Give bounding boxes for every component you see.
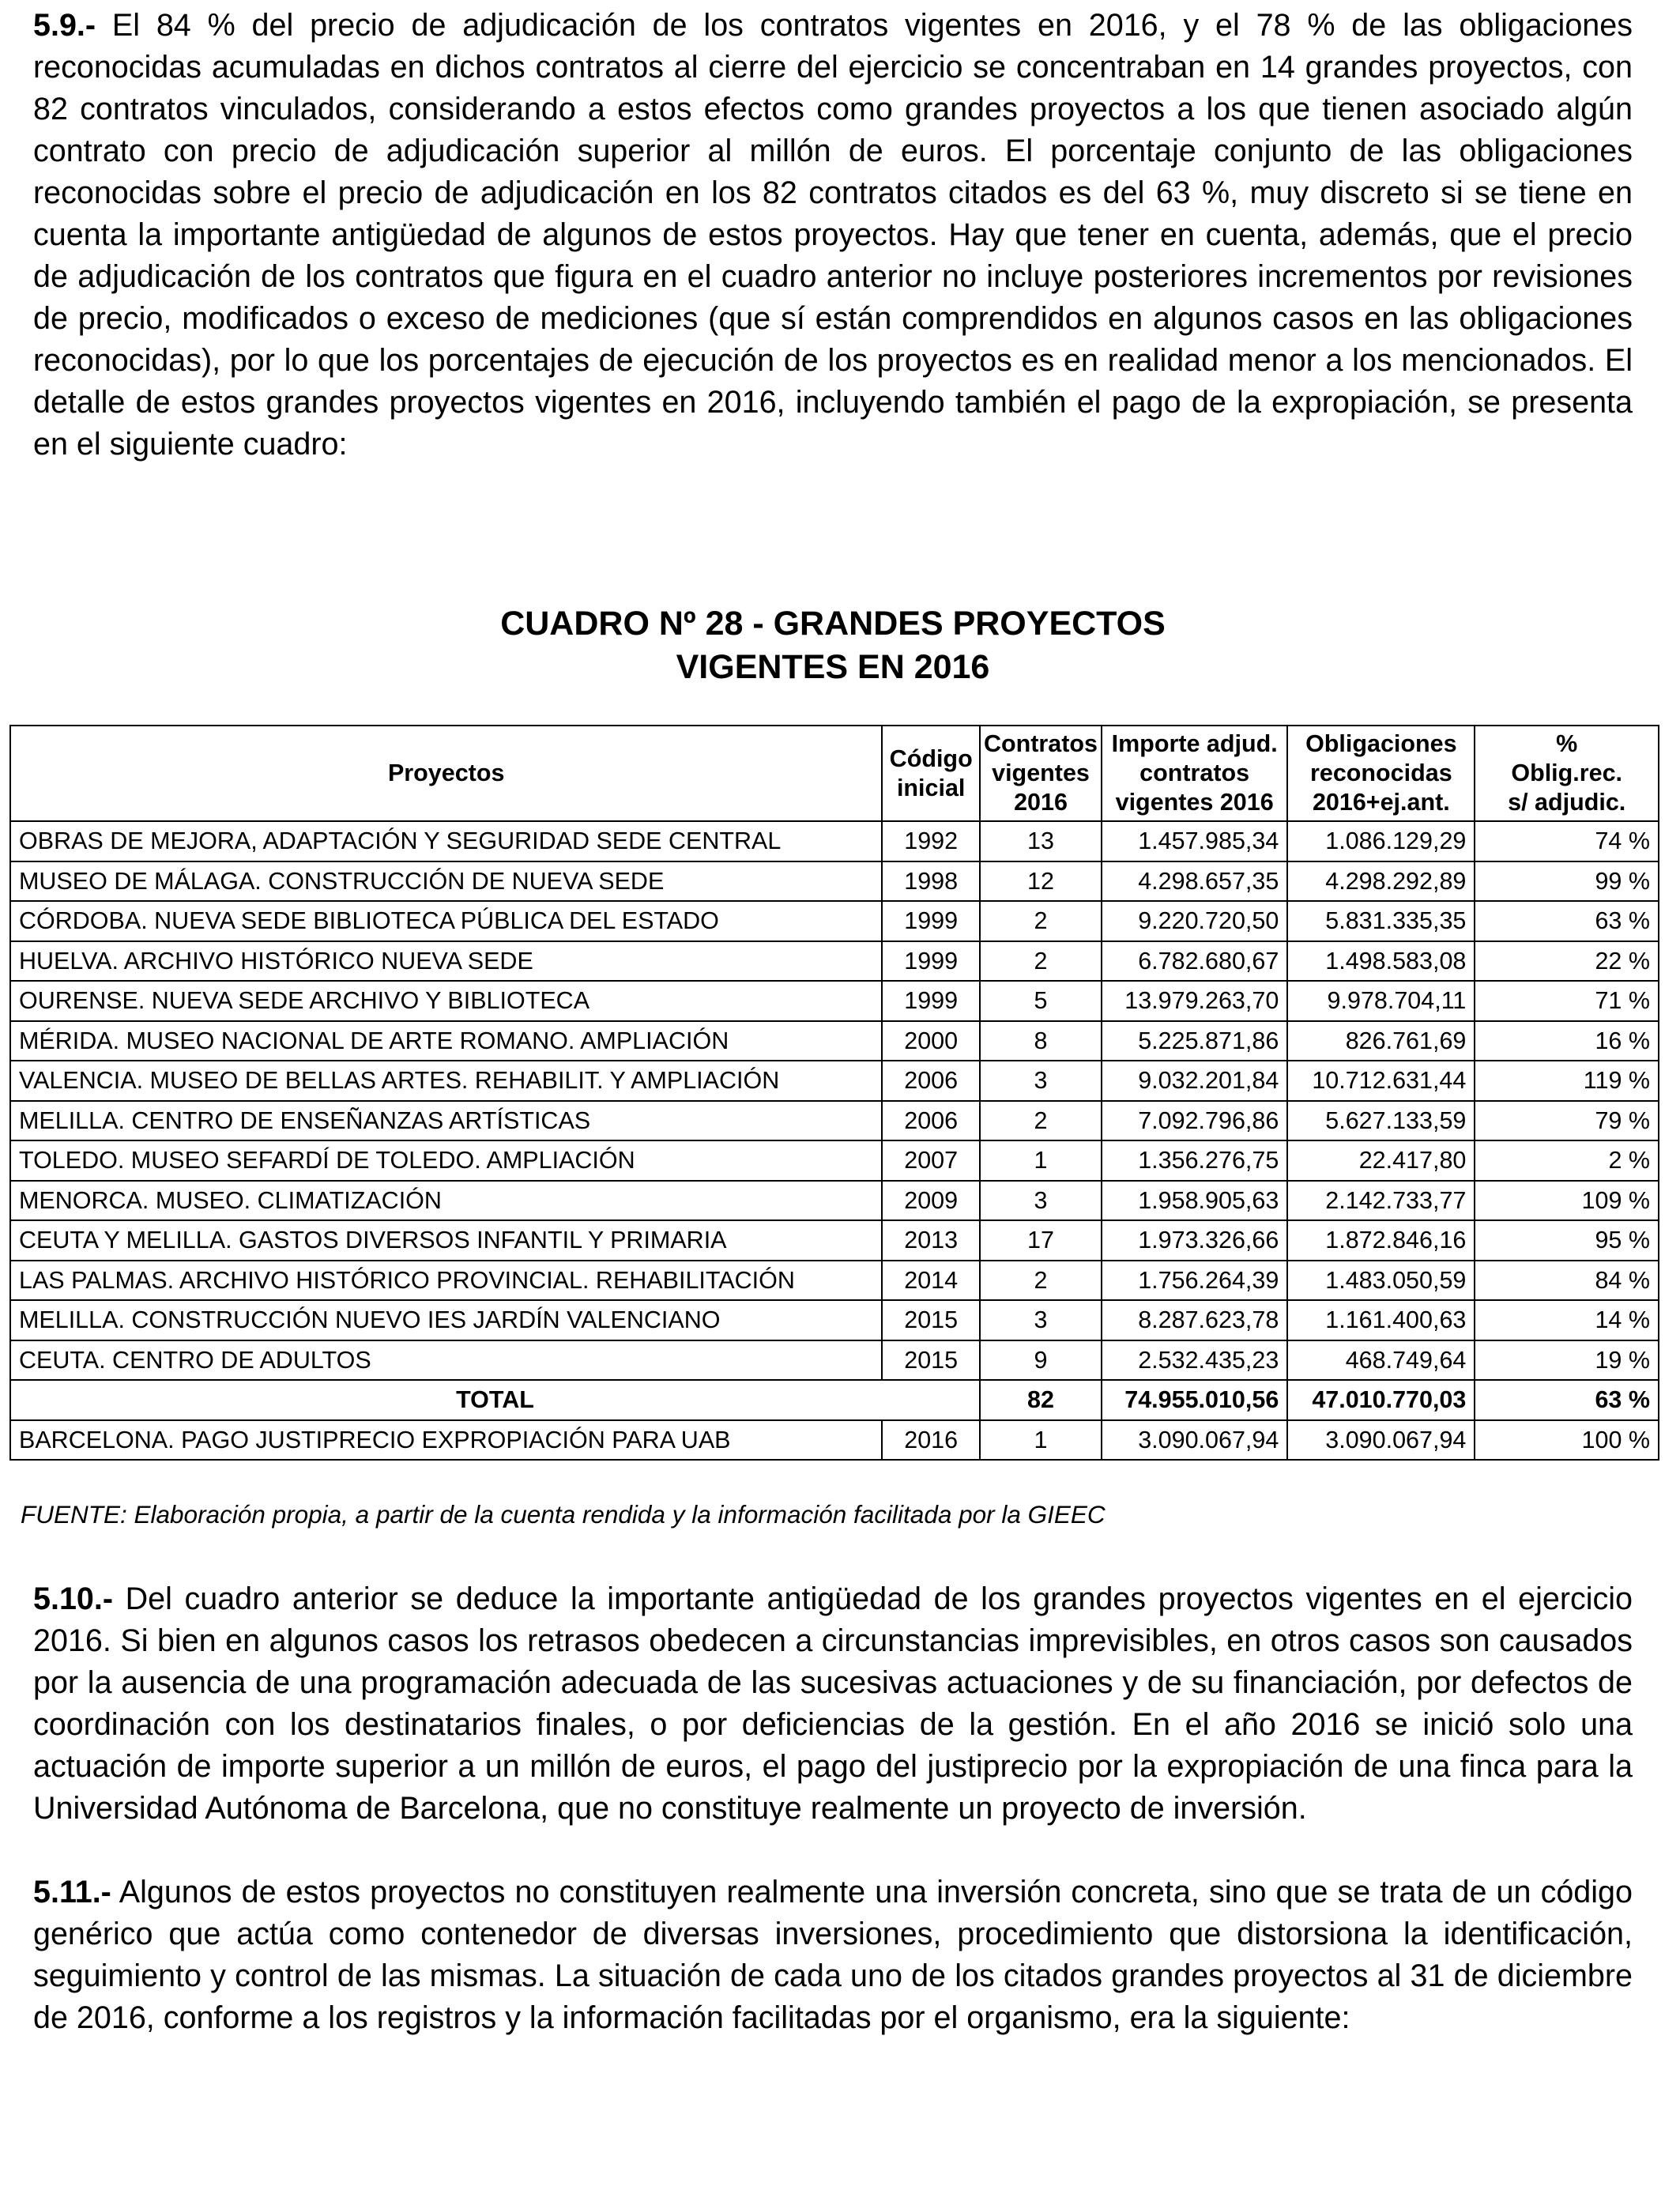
row-obligations: 4.298.292,89 [1287, 861, 1475, 902]
paragraph-text: Del cuadro anterior se deduce la importante antigüedad de los grandes proyectos vigentes en el ejercicio 2016. Si bien en algunos casos los retrasos obedecen a circunstancias imprevisibles, en otros casos son causados por la ausencia de una programación adecuada de las sucesivas actuaciones y de su financiación, por defectos de coordinación con los destinatarios finales, o por deficiencias de la gestión. En el año 2016 se inició solo una actuación de importe superior a un millón de euros, el pago del justiprecio por la expropiación de una finca para la Universidad Autónoma de Barcelona, que no constituye realmente un proyecto de inversión. [33, 1581, 1633, 1826]
row-pct: 16 % [1475, 1021, 1659, 1061]
row-project-name: MELILLA. CONSTRUCCIÓN NUEVO IES JARDÍN VALENCIANO [10, 1300, 882, 1340]
row-amount: 3.090.067,94 [1102, 1420, 1287, 1461]
row-contracts: 13 [980, 821, 1102, 861]
row-pct: 109 % [1475, 1181, 1659, 1221]
table-row [10, 1261, 1659, 1301]
total-obligations: 47.010.770,03 [1287, 1380, 1475, 1420]
row-pct: 19 % [1475, 1340, 1659, 1381]
header-line: Oblig.rec. [1511, 760, 1623, 786]
row-contracts: 1 [980, 1420, 1102, 1461]
table-title-line-1: CUADRO Nº 28 - GRANDES PROYECTOS [500, 605, 1166, 643]
row-code: 2006 [882, 1061, 980, 1101]
total-amount: 74.955.010,56 [1102, 1380, 1287, 1420]
paragraph-number: 5.10.- [33, 1581, 114, 1616]
row-obligations: 1.872.846,16 [1287, 1220, 1475, 1261]
row-obligations: 9.978.704,11 [1287, 981, 1475, 1021]
row-project-name: OURENSE. NUEVA SEDE ARCHIVO Y BIBLIOTECA [10, 981, 882, 1021]
row-obligations: 10.712.631,44 [1287, 1061, 1475, 1101]
row-amount: 9.220.720,50 [1102, 901, 1287, 941]
table-row [10, 1061, 1659, 1101]
row-contracts: 9 [980, 1340, 1102, 1381]
row-obligations: 5.831.335,35 [1287, 901, 1475, 941]
row-contracts: 2 [980, 941, 1102, 982]
row-obligations: 468.749,64 [1287, 1340, 1475, 1381]
row-code: 1992 [882, 821, 980, 861]
table-header-row [10, 726, 1659, 821]
row-pct: 79 % [1475, 1101, 1659, 1141]
table-title-line-2: VIGENTES EN 2016 [676, 648, 990, 686]
table-title [33, 602, 1633, 689]
row-project-name: VALENCIA. MUSEO DE BELLAS ARTES. REHABILIT. Y AMPLIACIÓN [10, 1061, 882, 1101]
row-amount: 7.092.796,86 [1102, 1101, 1287, 1141]
row-obligations: 1.161.400,63 [1287, 1300, 1475, 1340]
row-contracts: 17 [980, 1220, 1102, 1261]
row-pct: 119 % [1475, 1061, 1659, 1101]
row-project-name: OBRAS DE MEJORA, ADAPTACIÓN Y SEGURIDAD SEDE CENTRAL [10, 821, 882, 861]
row-amount: 1.756.264,39 [1102, 1261, 1287, 1301]
row-project-name: CEUTA. CENTRO DE ADULTOS [10, 1340, 882, 1381]
total-contracts: 82 [980, 1380, 1102, 1420]
row-code: 1999 [882, 901, 980, 941]
row-pct: 84 % [1475, 1261, 1659, 1301]
row-pct: 2 % [1475, 1140, 1659, 1181]
row-project-name: BARCELONA. PAGO JUSTIPRECIO EXPROPIACIÓN PARA UAB [10, 1420, 882, 1461]
header-line: inicial [896, 774, 966, 801]
table-row [10, 821, 1659, 861]
row-project-name: LAS PALMAS. ARCHIVO HISTÓRICO PROVINCIAL. REHABILITACIÓN [10, 1261, 882, 1301]
table-row [10, 1340, 1659, 1381]
header-proyectos: Proyectos [10, 726, 882, 821]
row-contracts: 3 [980, 1300, 1102, 1340]
header-line: contratos [1139, 760, 1250, 786]
header-importe [1102, 726, 1287, 821]
row-project-name: HUELVA. ARCHIVO HISTÓRICO NUEVA SEDE [10, 941, 882, 982]
table-row [10, 901, 1659, 941]
row-amount: 9.032.201,84 [1102, 1061, 1287, 1101]
row-pct: 14 % [1475, 1300, 1659, 1340]
row-pct: 63 % [1475, 901, 1659, 941]
header-line: Contratos [983, 730, 1098, 757]
table-row [10, 1101, 1659, 1141]
large-projects-table [9, 725, 1659, 1461]
header-line: % [1556, 730, 1578, 757]
header-line: 2016+ej.ant. [1312, 789, 1450, 816]
header-obligaciones [1287, 726, 1475, 821]
paragraph-5-10 [33, 1578, 1633, 1830]
row-obligations: 1.498.583,08 [1287, 941, 1475, 982]
row-amount: 13.979.263,70 [1102, 981, 1287, 1021]
row-obligations: 1.086.129,29 [1287, 821, 1475, 861]
table-row [10, 941, 1659, 982]
row-obligations: 3.090.067,94 [1287, 1420, 1475, 1461]
row-project-name: MUSEO DE MÁLAGA. CONSTRUCCIÓN DE NUEVA SEDE [10, 861, 882, 902]
table-row [10, 1220, 1659, 1261]
table-row [10, 1140, 1659, 1181]
header-porcentaje [1475, 726, 1659, 821]
row-pct: 71 % [1475, 981, 1659, 1021]
row-amount: 8.287.623,78 [1102, 1300, 1287, 1340]
row-project-name: CÓRDOBA. NUEVA SEDE BIBLIOTECA PÚBLICA DEL ESTADO [10, 901, 882, 941]
header-line: reconocidas [1310, 760, 1452, 786]
table-row-expropiation [10, 1420, 1659, 1461]
row-project-name: MELILLA. CENTRO DE ENSEÑANZAS ARTÍSTICAS [10, 1101, 882, 1141]
row-amount: 1.356.276,75 [1102, 1140, 1287, 1181]
row-contracts: 3 [980, 1061, 1102, 1101]
row-code: 2015 [882, 1300, 980, 1340]
row-amount: 6.782.680,67 [1102, 941, 1287, 982]
header-line: 2016 [1014, 789, 1068, 816]
row-project-name: MENORCA. MUSEO. CLIMATIZACIÓN [10, 1181, 882, 1221]
paragraph-number: 5.9.- [33, 8, 96, 43]
table-row [10, 861, 1659, 902]
row-obligations: 22.417,80 [1287, 1140, 1475, 1181]
row-amount: 5.225.871,86 [1102, 1021, 1287, 1061]
row-amount: 2.532.435,23 [1102, 1340, 1287, 1381]
total-pct: 63 % [1475, 1380, 1659, 1420]
table-total-row [10, 1380, 1659, 1420]
row-amount: 1.457.985,34 [1102, 821, 1287, 861]
row-code: 1998 [882, 861, 980, 902]
paragraph-text: Algunos de estos proyectos no constituyen realmente una inversión concreta, sino que se trata de un código genérico que actúa como contenedor de diversas inversiones, procedimiento que distorsiona la identificación, seguimiento y control de las mismas. La situación de cada uno de los citados grandes proyectos al 31 de diciembre de 2016, conforme a los registros y la información facilitadas por el organismo, era la siguiente: [33, 1875, 1633, 2035]
row-code: 2015 [882, 1340, 980, 1381]
row-code: 1999 [882, 981, 980, 1021]
table-row [10, 981, 1659, 1021]
row-project-name: TOLEDO. MUSEO SEFARDÍ DE TOLEDO. AMPLIACIÓN [10, 1140, 882, 1181]
row-project-name: MÉRIDA. MUSEO NACIONAL DE ARTE ROMANO. AMPLIACIÓN [10, 1021, 882, 1061]
total-label: TOTAL [10, 1380, 980, 1420]
row-project-name: CEUTA Y MELILLA. GASTOS DIVERSOS INFANTIL Y PRIMARIA [10, 1220, 882, 1261]
table-row [10, 1181, 1659, 1221]
paragraph-5-9 [33, 5, 1633, 466]
row-pct: 74 % [1475, 821, 1659, 861]
row-contracts: 2 [980, 901, 1102, 941]
header-line: vigentes 2016 [1115, 789, 1274, 816]
row-contracts: 1 [980, 1140, 1102, 1181]
header-line: Importe adjud. [1111, 730, 1278, 757]
row-contracts: 12 [980, 861, 1102, 902]
row-amount: 1.958.905,63 [1102, 1181, 1287, 1221]
row-pct: 100 % [1475, 1420, 1659, 1461]
row-contracts: 8 [980, 1021, 1102, 1061]
row-amount: 4.298.657,35 [1102, 861, 1287, 902]
header-line: Obligaciones [1305, 730, 1457, 757]
row-obligations: 2.142.733,77 [1287, 1181, 1475, 1221]
paragraph-text: El 84 % del precio de adjudicación de los contratos vigentes en 2016, y el 78 % de las obligaciones reconocidas acumuladas en dichos contratos al cierre del ejercicio se concentraban en 14 grandes proyectos, con 82 contratos vinculados, considerando a estos efectos como grandes proyectos a los que tienen asociado algún contrato con precio de adjudicación superior al millón de euros. El porcentaje conjunto de las obligaciones reconocidas sobre el precio de adjudicación en los 82 contratos citados es del 63 %, muy discreto si se tiene en cuenta la importante antigüedad de algunos de estos proyectos. Hay que tener en cuenta, además, que el precio de adjudicación de los contratos que figura en el cuadro anterior no incluye posteriores incrementos por revisiones de precio, modificados o exceso de mediciones (que sí están comprendidos en algunos casos en las obligaciones reconocidas), por lo que los porcentajes de ejecución de los proyectos es en realidad menor a los mencionados. El detalle de estos grandes proyectos vigentes en 2016, incluyendo también el pago de la expropiación, se presenta en el siguiente cuadro: [33, 8, 1633, 462]
header-line: vigentes [992, 760, 1090, 786]
table-source-note: FUENTE: Elaboración propia, a partir de la cuenta rendida y la información facilitada por la GIEEC [21, 1500, 1106, 1529]
header-codigo [882, 726, 980, 821]
paragraph-5-11 [33, 1872, 1633, 2039]
row-code: 2006 [882, 1101, 980, 1141]
header-line: Código [889, 745, 973, 772]
row-obligations: 826.761,69 [1287, 1021, 1475, 1061]
row-contracts: 3 [980, 1181, 1102, 1221]
row-contracts: 5 [980, 981, 1102, 1021]
row-code: 1999 [882, 941, 980, 982]
table-row [10, 1300, 1659, 1340]
row-code: 2009 [882, 1181, 980, 1221]
row-code: 2000 [882, 1021, 980, 1061]
table-row [10, 1021, 1659, 1061]
paragraph-number: 5.11.- [33, 1875, 111, 1909]
row-obligations: 5.627.133,59 [1287, 1101, 1475, 1141]
row-pct: 95 % [1475, 1220, 1659, 1261]
row-code: 2014 [882, 1261, 980, 1301]
row-contracts: 2 [980, 1101, 1102, 1141]
row-pct: 99 % [1475, 861, 1659, 902]
header-contratos [980, 726, 1102, 821]
row-code: 2007 [882, 1140, 980, 1181]
table-body [10, 821, 1659, 1460]
row-pct: 22 % [1475, 941, 1659, 982]
row-amount: 1.973.326,66 [1102, 1220, 1287, 1261]
row-code: 2013 [882, 1220, 980, 1261]
row-code: 2016 [882, 1420, 980, 1461]
row-contracts: 2 [980, 1261, 1102, 1301]
header-line: s/ adjudic. [1508, 789, 1626, 816]
row-obligations: 1.483.050,59 [1287, 1261, 1475, 1301]
